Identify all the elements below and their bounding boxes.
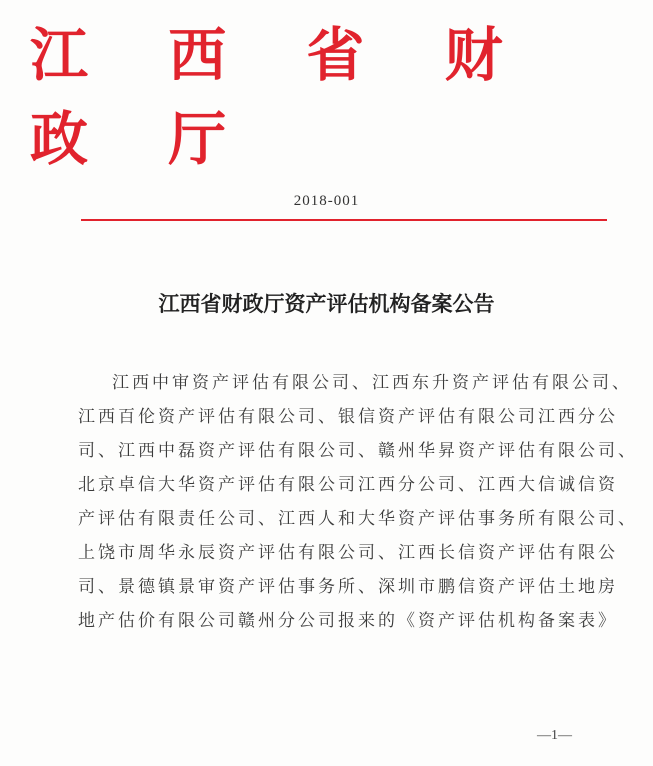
body-line: 上饶市周华永辰资产评估有限公司、江西长信资产评估有限公 (78, 543, 618, 563)
body-line: 司、江西中磊资产评估有限公司、赣州华昇资产评估有限公司、 (78, 441, 638, 461)
issuing-authority-masthead: 江 西 省 财 政 厅 (30, 21, 533, 173)
body-line: 产评估有限责任公司、江西人和大华资产评估事务所有限公司、 (78, 509, 638, 529)
announcement-title: 江西省财政厅资产评估机构备案公告 (158, 291, 495, 316)
body-line: 地产估价有限公司赣州分公司报来的《资产评估机构备案表》 (78, 611, 618, 631)
body-line: 江西百伦资产评估有限公司、银信资产评估有限公司江西分公 (78, 407, 618, 427)
document-number: 2018-001 (293, 193, 360, 209)
announcement-body (78, 366, 638, 638)
page-number: —1— (537, 728, 572, 743)
red-divider-rule (81, 219, 607, 221)
body-line: 司、景德镇景审资产评估事务所、深圳市鹏信资产评估土地房 (78, 577, 618, 597)
body-line: 江西中审资产评估有限公司、江西东升资产评估有限公司、 (112, 373, 632, 393)
body-line: 北京卓信大华资产评估有限公司江西分公司、江西大信诚信资 (78, 475, 618, 495)
